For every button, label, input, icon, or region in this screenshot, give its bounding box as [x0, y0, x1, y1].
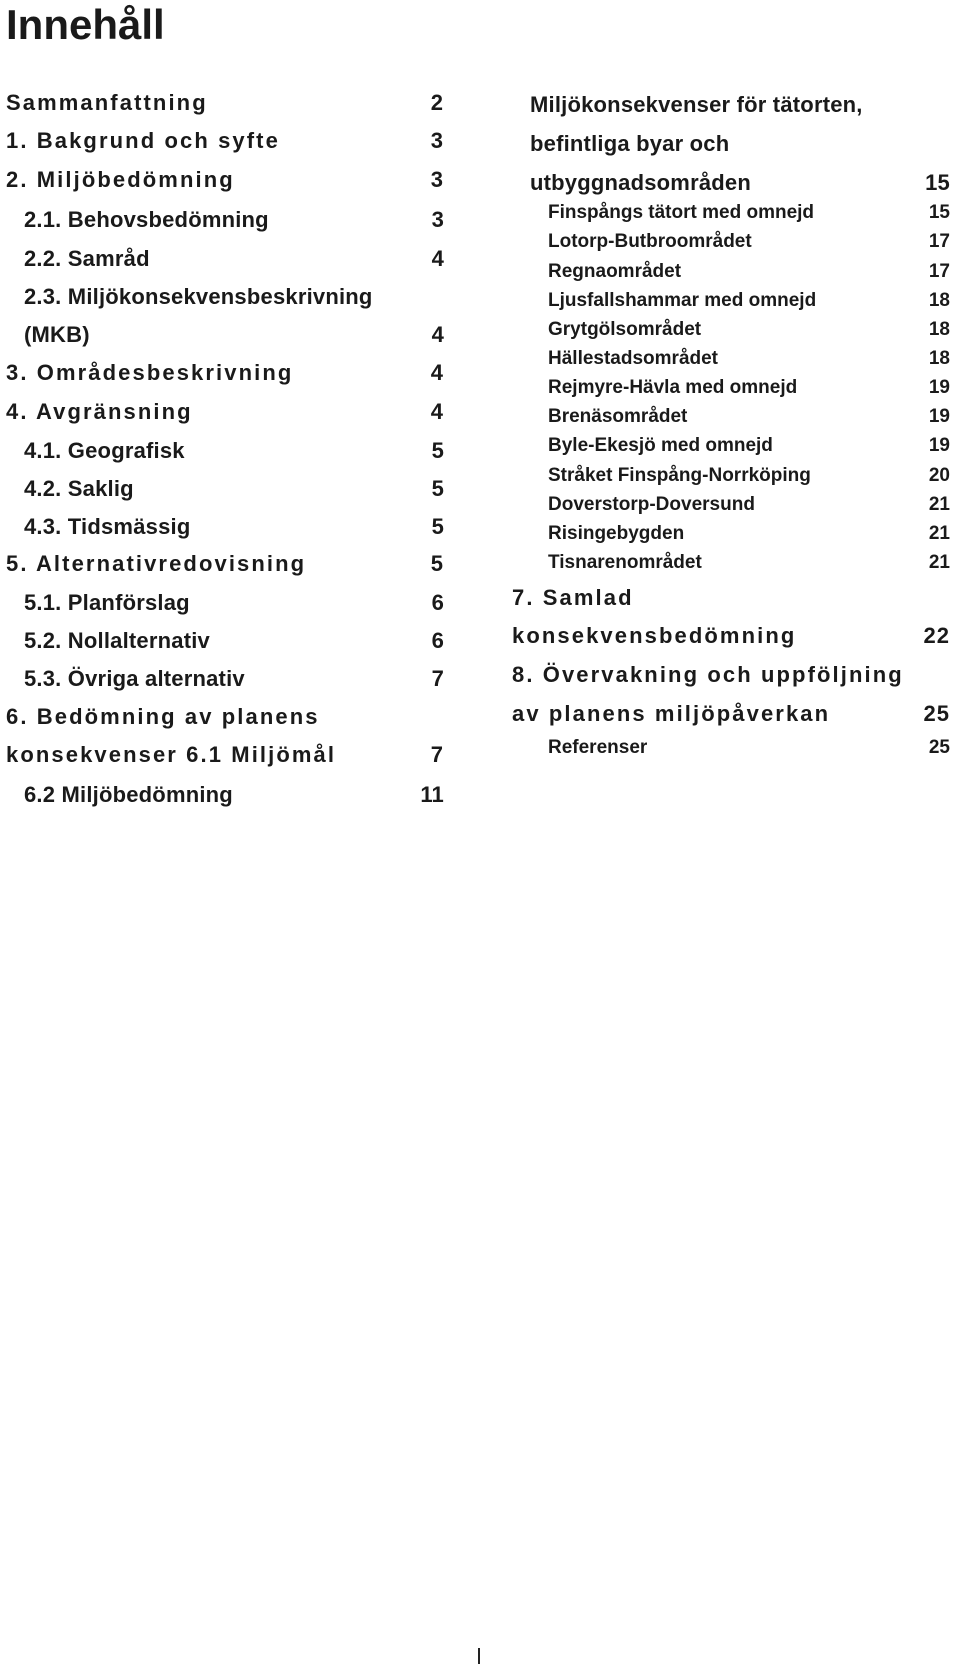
toc-entry[interactable]	[24, 246, 150, 272]
toc-entry[interactable]	[548, 319, 701, 341]
page-title: Innehåll	[6, 1, 165, 48]
toc-entry-page: 18	[928, 290, 950, 311]
toc-entry-page: 20	[928, 465, 950, 486]
toc-entry-page: 3	[430, 128, 444, 153]
toc-entry-title: 2.1. Behovsbedömning	[24, 207, 269, 232]
toc-entry-title: Brenäsområdet	[548, 406, 688, 427]
toc-entry-page: 2	[430, 90, 444, 115]
toc-entry-title: befintliga byar och	[530, 131, 730, 156]
toc-entry-title: 6. Bedömning av planens	[6, 704, 320, 729]
toc-entry[interactable]	[6, 704, 320, 730]
toc-entry-page: 15	[928, 202, 950, 223]
toc-entry[interactable]	[530, 170, 751, 196]
toc-entry[interactable]	[548, 435, 773, 457]
toc-entry-title: 2.2. Samråd	[24, 246, 150, 271]
toc-entry-page: 6	[431, 628, 444, 653]
toc-entry-title: Hällestadsområdet	[548, 348, 719, 369]
toc-entry-title: 5. Alternativredovisning	[6, 551, 307, 576]
toc-entry-title: 2.3. Miljökonsekvensbeskrivning	[24, 284, 373, 309]
toc-entry[interactable]	[512, 662, 904, 688]
toc-entry[interactable]	[24, 666, 245, 692]
toc-entry[interactable]	[24, 284, 373, 310]
toc-entry-page: 7	[431, 666, 444, 691]
toc-entry-title: Stråket Finspång-Norrköping	[548, 465, 811, 486]
toc-entry[interactable]	[6, 360, 293, 386]
toc-entry-title: 4. Avgränsning	[6, 399, 193, 424]
toc-entry-page: 17	[928, 261, 950, 282]
toc-entry[interactable]	[512, 701, 830, 727]
toc-entry-page: 11	[420, 782, 444, 807]
toc-entry[interactable]	[548, 494, 755, 516]
toc-entry-page: 3	[430, 167, 444, 192]
toc-entry-page: 18	[928, 348, 950, 369]
toc-entry-title: Finspångs tätort med omnejd	[548, 202, 815, 223]
toc-entry-page: 25	[928, 737, 950, 758]
toc-entry[interactable]	[548, 552, 702, 574]
toc-entry-title: 2. Miljöbedömning	[6, 167, 235, 192]
toc-entry-title: Sammanfattning	[6, 90, 208, 115]
toc-entry[interactable]	[548, 523, 684, 545]
toc-entry[interactable]	[24, 628, 210, 654]
toc-entry-page: 19	[928, 406, 950, 427]
toc-entry-page: 6	[431, 590, 444, 615]
toc-entry-page: 17	[928, 231, 950, 252]
toc-entry[interactable]	[530, 92, 863, 118]
toc-entry-title: Referenser	[548, 737, 648, 758]
toc-entry[interactable]	[6, 90, 208, 116]
toc-entry[interactable]	[24, 514, 190, 540]
toc-entry[interactable]	[24, 782, 233, 808]
toc-entry-title: Regnaområdet	[548, 261, 682, 282]
toc-entry-page: 3	[431, 207, 444, 232]
toc-entry-title: 4.3. Tidsmässig	[24, 514, 191, 539]
toc-entry-page: 5	[431, 514, 444, 539]
toc-entry[interactable]	[6, 128, 280, 154]
toc-entry-title: Doverstorp-Doversund	[548, 494, 755, 515]
toc-entry-page: 18	[928, 319, 950, 340]
toc-entry-page: 4	[431, 322, 444, 347]
toc-entry[interactable]	[548, 377, 797, 399]
toc-entry-title: 8. Övervakning och uppföljning	[512, 662, 904, 687]
toc-entry[interactable]	[548, 231, 752, 253]
toc-entry-title: 3. Områdesbeskrivning	[6, 360, 294, 385]
toc-entry-title: Ljusfallshammar med omnejd	[548, 290, 817, 311]
toc-entry-page: 21	[928, 552, 950, 573]
toc-entry-page: 21	[928, 494, 950, 515]
toc-entry-title: Miljökonsekvenser för tätorten,	[530, 92, 863, 117]
toc-entry[interactable]	[6, 551, 306, 577]
toc-entry-page: 22	[923, 623, 950, 648]
toc-entry-page: 5	[431, 438, 444, 463]
toc-entry[interactable]	[24, 590, 190, 616]
toc-entry-page: 5	[430, 551, 444, 576]
toc-entry-title: utbyggnadsområden	[530, 170, 751, 195]
toc-entry[interactable]	[548, 737, 647, 759]
toc-entry-page: 4	[431, 246, 444, 271]
toc-entry[interactable]	[24, 476, 134, 502]
toc-entry-page: 25	[923, 701, 950, 726]
page-footer-mark	[478, 1648, 480, 1664]
toc-entry-title: 5.1. Planförslag	[24, 590, 190, 615]
toc-entry-title: konsekvensbedömning	[512, 623, 797, 648]
toc-entry-title: Rejmyre-Hävla med omnejd	[548, 377, 798, 398]
toc-entry-page: 19	[928, 435, 950, 456]
toc-entry[interactable]	[24, 207, 269, 233]
toc-entry-page: 21	[928, 523, 950, 544]
toc-entry-title: Risingebygden	[548, 523, 685, 544]
toc-entry-title: Grytgölsområdet	[548, 319, 702, 340]
toc-entry[interactable]	[548, 290, 816, 312]
toc-entry[interactable]	[548, 465, 811, 487]
toc-entry[interactable]	[548, 202, 814, 224]
toc-entry-title: Tisnarenområdet	[548, 552, 702, 573]
toc-entry[interactable]	[512, 585, 634, 611]
toc-entry-page: 4	[430, 399, 444, 424]
toc-entry[interactable]	[6, 742, 336, 768]
toc-entry-title: 6.2 Miljöbedömning	[24, 782, 233, 807]
toc-entry-title: av planens miljöpåverkan	[512, 701, 831, 726]
toc-entry[interactable]	[6, 167, 235, 193]
toc-entry-title: konsekvenser 6.1 Miljömål	[6, 742, 337, 767]
toc-entry[interactable]	[548, 406, 687, 428]
toc-entry[interactable]	[24, 322, 90, 348]
toc-entry-page: 7	[430, 742, 444, 767]
toc-entry-page: 5	[431, 476, 444, 501]
toc-entry-title: 7. Samlad	[512, 585, 634, 610]
toc-entry[interactable]	[548, 261, 681, 283]
toc-entry-title: 1. Bakgrund och syfte	[6, 128, 280, 153]
toc-entry[interactable]	[24, 438, 185, 464]
toc-entry-title: Lotorp-Butbroområdet	[548, 231, 752, 252]
toc-entry[interactable]	[548, 348, 718, 370]
toc-entry[interactable]	[6, 399, 193, 425]
toc-entry-title: 4.2. Saklig	[24, 476, 134, 501]
toc-entry-title: (MKB)	[24, 322, 90, 347]
toc-entry-title: 5.2. Nollalternativ	[24, 628, 210, 653]
toc-entry-page: 19	[928, 377, 950, 398]
toc-entry[interactable]	[530, 131, 729, 157]
toc-entry[interactable]	[512, 623, 796, 649]
toc-entry-page: 15	[925, 170, 950, 195]
toc-entry-title: 4.1. Geografisk	[24, 438, 185, 463]
toc-entry-title: Byle-Ekesjö med omnejd	[548, 435, 773, 456]
toc-entry-page: 4	[430, 360, 444, 385]
toc-entry-title: 5.3. Övriga alternativ	[24, 666, 245, 691]
